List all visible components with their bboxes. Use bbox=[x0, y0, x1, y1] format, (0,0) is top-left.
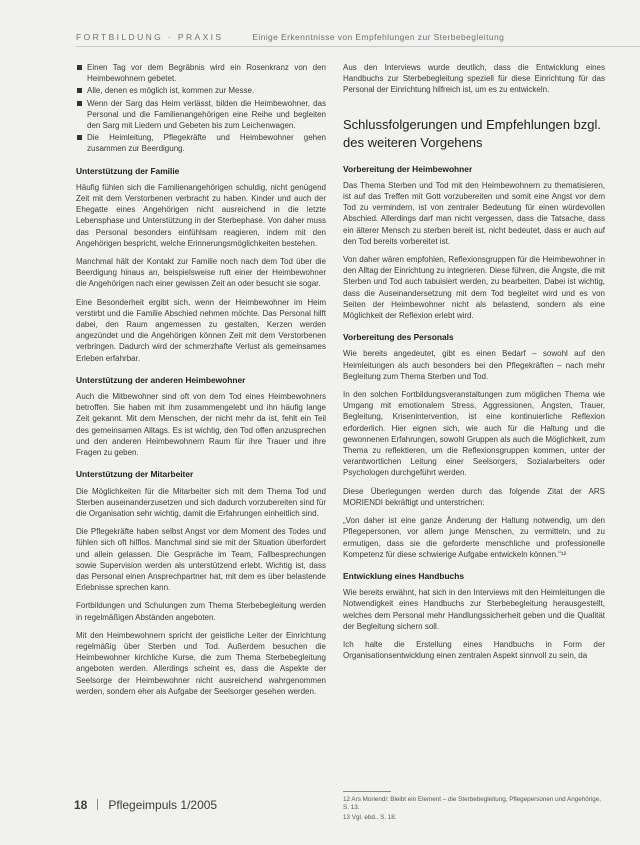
list-item: Wenn der Sarg das Heim verlässt, bilden die Heimbewohner, das Personal und die Familienangehörigen eine Reihe und begleiten den Sarg mit Liedern und Gebeten bis zum Leichenwagen. bbox=[76, 98, 326, 132]
paragraph: Fortbildungen und Schulungen zum Thema Sterbebegleitung werden in regelmäßigen Abständen angeboten. bbox=[76, 601, 326, 622]
paragraph: Manchmal hält der Kontakt zur Familie noch nach dem Tod über die Beerdigung hinaus an, beispielsweise ruft einer der Heimbewohner die Angehörigen nach einer gewissen Zeit an oder besucht sie sogar. bbox=[76, 257, 326, 289]
running-header bbox=[76, 32, 636, 42]
paragraph: Diese Überlegungen werden durch das folgende Zitat der ARS MORIENDI bekräftigt und unterstrichen: bbox=[343, 486, 605, 507]
paragraph: Häufig fühlen sich die Familienangehörigen schuldig, nicht genügend Zeit mit dem Verstorbenen verbracht zu haben. Kinder und auch der Ehegatte eines Angehörigen nicht ausreichend in die letzte Lebensphase und Unterstützung in der Sterbephase. Von daher muss das Personal besonders einfühlsam reagieren, indem mit den Angehörigen bespricht, welche Erinnerungsmöglichkeiten bestehen. bbox=[76, 182, 326, 248]
journal-issue: Pflegeimpuls 1/2005 bbox=[108, 798, 218, 812]
heading-staff: Unterstützung der Mitarbeiter bbox=[76, 469, 194, 480]
header-title: Einige Erkenntnisse von Empfehlungen zur Sterbebegleitung bbox=[252, 32, 505, 42]
page-number: 18 bbox=[74, 798, 88, 812]
paragraph: Mit den Heimbewohnern spricht der geistliche Leiter der Einrichtung regelmäßig über Sterben und Tod. Außerdem besuchen die Heimbewohner kirchliche Kurse, die zum Thema Sterbebegleitung angeboten werden. Allerdings scheint es, dass die Aspekte der Seelsorge der Heimbewohner nicht ausreichend wahrgenommen werden, sondern eher als Aufgabe der Seelsorger gesehen werden. bbox=[76, 630, 326, 696]
quotation: „Von daher ist eine ganze Änderung der Haltung notwendig, um den Pflegepersonen, vor allem junge Menschen, zu vermitteln, und zu ermutigen, dass sie die geforderte menschliche und professionelle Kompetenz für diese schwierige Aufgabe entwickeln können.“¹² bbox=[343, 516, 605, 559]
header-rule bbox=[76, 46, 640, 47]
heading-staff-preparation: Vorbereitung des Personals bbox=[343, 332, 454, 343]
footnotes bbox=[343, 791, 605, 824]
heading-handbook: Entwicklung eines Handbuchs bbox=[343, 570, 464, 581]
paragraph: Aus den Interviews wurde deutlich, dass die Entwicklung eines Handbuchs zur Sterbebegleitung speziell für diese Einrichtung für das Personal der Einrichtung hilfreich ist, um es zu entwickeln. bbox=[343, 63, 605, 95]
footer-divider bbox=[97, 799, 98, 810]
paragraph: Von daher wären empfohlen, Reflexionsgruppen für die Heimbewohner in den Alltag der Einrichtung zu integrieren. Diese führen, die Ängste, die mit Sterben und Tod auch tabuisiert werden, zu bearbeiten. Dabei ist wichtig, dass die Auseinandersetzung mit dem Tod begleitet wird und es von Seiten der Heimbewohner nicht als belastend, sondern als eine Möglichkeit der Reflexion erlebt wird. bbox=[343, 255, 605, 321]
page-footer bbox=[74, 798, 217, 812]
left-column bbox=[76, 62, 326, 704]
list-item: Alle, denen es möglich ist, kommen zur Messe. bbox=[76, 85, 326, 96]
paragraph: Ich halte die Erstellung eines Handbuchs in Form der Organisationsentwicklung einen zentralen Aspekt sinnvoll zu sein, da bbox=[343, 639, 605, 661]
paragraph: Die Pflegekräfte haben selbst Angst vor dem Moment des Todes und fühlen sich oft hilflos. Manchmal sind sie mit der Situation überfordert und allein gelassen. Die Gespräche im Team, Fallbesprechungen sowie Supervision werden als unterstützend erlebt. Wichtig ist, dass das Personal einen Ansprechpartner hat, mit dem es über belastende Erlebnisse sprechen kann. bbox=[76, 527, 326, 593]
header-section: FORTBILDUNG · PRAXIS bbox=[76, 32, 224, 42]
list-item: Einen Tag vor dem Begräbnis wird ein Rosenkranz von den Heimbewohnern gebetet. bbox=[76, 62, 326, 84]
heading-resident-preparation: Vorbereitung der Heimbewohner bbox=[343, 163, 473, 174]
paragraph: Eine Besonderheit ergibt sich, wenn der Heimbewohner im Heim verstirbt und die Familie Abschied nehmen möchte. Das Personal hilft dabei, den Raum angemessen zu gestalten, Kerzen werden angezündet und die Angehörigen können Zeit mit dem Verstorbenen verbringen. Dadurch wird der schmerzhafte Verlust als gemeinsames Erleben erfahrbar. bbox=[76, 297, 326, 363]
footnote-rule bbox=[343, 791, 391, 792]
paragraph: In den solchen Fortbildungsveranstaltungen zum möglichen Thema wie Umgang mit emotionalem Stress, Aggressionen, Ängsten, Trauer, Begleitung, Krisenintervention, ist eine kontinuierliche Reflexion erforderlich. Hier eignen sich, wie auch für die Haltung und die gewonnenen Erfahrungen, sowohl Gruppen als auch die Möglichkeit, zum Thema zu reflektieren, um die Reflexionsgruppen kommen, unter der verantwortlichen Leitung einer Seelsorgers, Sozialarbeiters oder Psychologen durchgeführt werden. bbox=[343, 390, 605, 478]
heading-family: Unterstützung der Familie bbox=[76, 165, 180, 176]
paragraph: Die Möglichkeiten für die Mitarbeiter sich mit dem Thema Tod und Sterben auseinanderzusetzen und sich dadurch vorzubereiten sind für die Organisation sehr wichtig, damit die Erfahrungen einheitlich sind. bbox=[76, 486, 326, 518]
paragraph: Auch die Mitbewohner sind oft von dem Tod eines Heimbewohners betroffen. Sie haben mit ihm zusammengelebt und ihn häufig lange Zeit gekannt. Mit dem Menschen, der nicht mehr da ist, fehlt ein Teil des gemeinsamen Alltags. Es ist wichtig, den Tod offen anzusprechen und den anderen Heimbewohnern Raum für ihre Trauer und ihre Fragen zu geben. bbox=[76, 392, 326, 458]
footnote: 13 Vgl. ebd., S. 18. bbox=[343, 814, 397, 821]
heading-residents: Unterstützung der anderen Heimbewohner bbox=[76, 374, 246, 385]
footnote: 12 Ars Moriendi: Bleibt ein Element – die Sterbebegleitung, Pflegepersonen und Angehörige, S. 13. bbox=[343, 796, 601, 811]
ritual-list bbox=[76, 62, 326, 155]
heading-conclusions: Schlussfolgerungen und Empfehlungen bzgl. des weiteren Vorgehens bbox=[343, 116, 602, 150]
paragraph: Wie bereits erwähnt, hat sich in den Interviews mit den Heimleitungen die Notwendigkeit eines Handbuchs zur Sterbebegleitung herausgestellt, welches dem Personal mehr Handlungssicherheit geben und die Qualität der Begleitung sichern soll. bbox=[343, 588, 605, 631]
right-column bbox=[343, 62, 605, 668]
list-item: Die Heimleitung, Pflegekräfte und Heimbewohner gehen zusammen zur Beerdigung. bbox=[76, 132, 326, 154]
paragraph: Das Thema Sterben und Tod mit den Heimbewohnern zu thematisieren, ist auf das Treffen mit Gott vorzubereiten und somit eine Angst vor dem Tod zu vermindern, ist von zentraler Bedeutung für einen würdevollen Abschied. Allerdings darf man nicht vergessen, dass die Tatsache, dass ein älterer Mensch zu sterben bereit ist, nicht bedeutet, dass er auch auf den Tod bereits vorbereitet ist. bbox=[343, 180, 605, 246]
paragraph: Wie bereits angedeutet, gibt es einen Bedarf – sowohl auf den Heimleitungen als auch besonders bei den Pflegekräften – nach mehr Begleitung zum Thema Sterben und Tod. bbox=[343, 349, 605, 381]
